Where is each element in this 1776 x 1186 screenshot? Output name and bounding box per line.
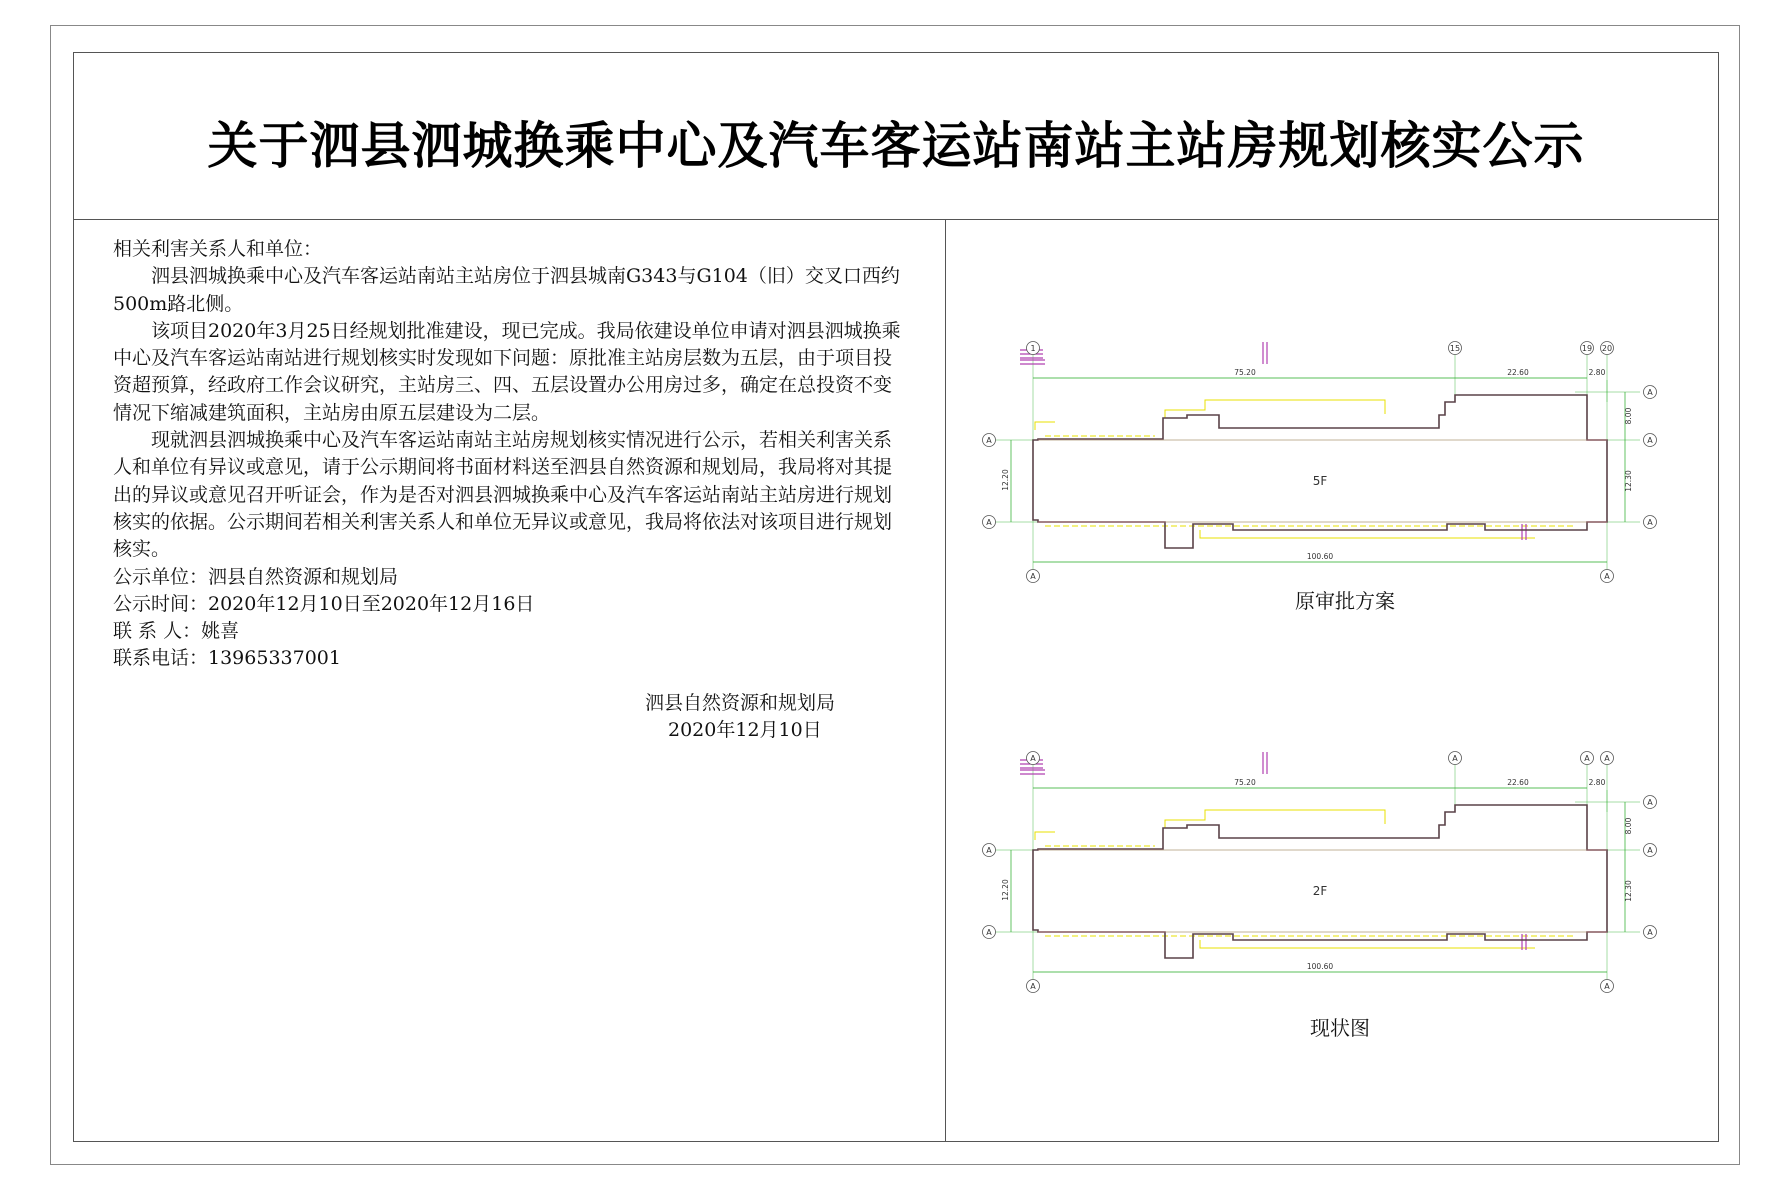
axis-bubble-bottom xyxy=(1027,980,1040,993)
axis-bubble-left xyxy=(983,844,996,857)
detail-lines-yellow xyxy=(1035,400,1575,538)
axis-bubble-right xyxy=(1644,516,1657,529)
axis-bubble-label: A xyxy=(1604,572,1610,581)
salutation: 相关利害关系人和单位： xyxy=(113,238,323,260)
phone-line: 联系电话：13965337001 xyxy=(113,647,341,670)
axis-bubble-label: A xyxy=(1452,754,1458,763)
axis-bubble-label: A xyxy=(1647,928,1653,937)
axis-bubble-label: A xyxy=(1647,518,1653,527)
plan-drawing-approved xyxy=(965,340,1675,585)
lower-yellow-outline xyxy=(1200,530,1535,538)
axis-bubble-label: A xyxy=(1647,846,1653,855)
axis-bubble-top xyxy=(1027,342,1040,355)
dim-label-right-upper: 8.00 xyxy=(1624,407,1633,425)
paragraph-issue: 该项目2020年3月25日经规划批准建设，现已完成。我局依建设单位申请对泗县泗城换乘中心及汽车客运站南站进行规划核实时发现如下问题：原批准主站房层数为五层，由于项目投资超预算，经政府工作会议研究，主站房三、四、五层设置办公用房过多，确定在总投资不变情况下缩减建筑面积，主站房由原五层建设为二层。 xyxy=(113,319,901,424)
dim-label-bottom: 100.60 xyxy=(1306,552,1334,561)
axis-bubble-label: A xyxy=(1030,572,1036,581)
caption-current: 现状图 xyxy=(1310,1016,1370,1040)
axis-bubble-label: 20 xyxy=(1601,344,1613,353)
detail-lines-yellow xyxy=(1035,810,1575,948)
dim-label-right-lower: 12.30 xyxy=(1624,470,1633,492)
title-row xyxy=(73,52,1719,220)
axis-bubble-label: A xyxy=(1604,754,1610,763)
lower-yellow-outline xyxy=(1200,940,1535,948)
axis-bubble-right xyxy=(1644,844,1657,857)
axis-bubble-label: A xyxy=(986,518,992,527)
period-line: 公示时间：2020年12月10日至2020年12月16日 xyxy=(113,592,535,615)
left-yellow-mark xyxy=(1035,832,1055,840)
signature-org: 泗县自然资源和规划局 xyxy=(645,692,836,714)
dim-label-bottom: 100.60 xyxy=(1306,962,1334,971)
dim-label-top-mid: 22.60 xyxy=(1507,368,1529,377)
axis-bubble-label: 19 xyxy=(1581,344,1593,353)
axis-bubble-top xyxy=(1601,752,1614,765)
contact-line: 联 系 人：姚喜 xyxy=(113,620,240,643)
axis-bubble-label: 15 xyxy=(1449,344,1461,353)
axis-bubble-label: A xyxy=(986,928,992,937)
axis-bubble-label: 1 xyxy=(1030,344,1036,353)
axis-bubble-right xyxy=(1644,926,1657,939)
dim-label-top-right: 2.80 xyxy=(1588,778,1606,787)
axis-bubble-right xyxy=(1644,386,1657,399)
axis-bubble-bottom xyxy=(1601,980,1614,993)
axis-bubble-label: A xyxy=(986,436,992,445)
axis-bubble-top xyxy=(1581,342,1594,355)
axis-bubble-left xyxy=(983,926,996,939)
axis-bubble-left xyxy=(983,516,996,529)
building-outline xyxy=(1033,805,1607,958)
axis-bubble-label: A xyxy=(986,846,992,855)
paragraph-location: 泗县泗城换乘中心及汽车客运站南站主站房位于泗县城南G343与G104（旧）交叉口西约500m路北侧。 xyxy=(113,265,900,315)
axis-bubble-label: A xyxy=(1647,388,1653,397)
floor-label: 5F xyxy=(1312,474,1328,488)
axis-bubble-label: A xyxy=(1604,982,1610,991)
dim-label-left: 12.20 xyxy=(1001,469,1010,491)
axis-bubble-left xyxy=(983,434,996,447)
paragraph-objection: 现就泗县泗城换乘中心及汽车客运站南站主站房规划核实情况进行公示，若相关利害关系人和单位有异议或意见，请于公示期间将书面材料送至泗县自然资源和规划局，我局将对其提出的异议或意见召开听证会，作为是否对泗县泗城换乘中心及汽车客运站南站主站房进行规划核实的依据。公示期间若相关利害关系人和单位无异议或意见，我局将依法对该项目进行规划核实。 xyxy=(113,429,893,561)
dim-label-top-right: 2.80 xyxy=(1588,368,1606,377)
signature-date: 2020年12月10日 xyxy=(668,719,822,741)
axis-bubble-label: A xyxy=(1647,436,1653,445)
axis-bubble-top xyxy=(1581,752,1594,765)
publisher-line: 公示单位：泗县自然资源和规划局 xyxy=(113,565,399,588)
notice-text xyxy=(113,236,903,673)
dim-label-top-left: 75.20 xyxy=(1234,778,1256,787)
axis-bubble-right xyxy=(1644,796,1657,809)
caption-approved: 原审批方案 xyxy=(1295,589,1395,613)
axis-bubble-label: A xyxy=(1584,754,1590,763)
column-divider xyxy=(945,220,946,1142)
axis-bubble-top xyxy=(1449,342,1462,355)
dimension-lines xyxy=(995,764,1640,982)
plan-drawing-current xyxy=(965,750,1675,995)
axis-bubble-top xyxy=(1449,752,1462,765)
axis-bubble-bottom xyxy=(1027,570,1040,583)
dim-label-top-left: 75.20 xyxy=(1234,368,1256,377)
axis-bubble-top xyxy=(1027,752,1040,765)
axis-bubble-label: A xyxy=(1030,754,1036,763)
floor-label: 2F xyxy=(1312,884,1328,898)
axis-bubble-bottom xyxy=(1601,570,1614,583)
axis-bubble-label: A xyxy=(1030,982,1036,991)
dim-label-left: 12.20 xyxy=(1001,879,1010,901)
dim-label-right-lower: 12.30 xyxy=(1624,880,1633,902)
axis-bubble-right xyxy=(1644,434,1657,447)
axis-bubble-label: A xyxy=(1647,798,1653,807)
dim-label-top-mid: 22.60 xyxy=(1507,778,1529,787)
page-title: 关于泗县泗城换乘中心及汽车客运站南站主站房规划核实公示 xyxy=(207,116,1585,175)
building-outline xyxy=(1033,395,1607,548)
dim-label-right-upper: 8.00 xyxy=(1624,817,1633,835)
left-yellow-mark xyxy=(1035,422,1055,430)
axis-bubble-top xyxy=(1601,342,1614,355)
dimension-lines xyxy=(995,354,1640,572)
